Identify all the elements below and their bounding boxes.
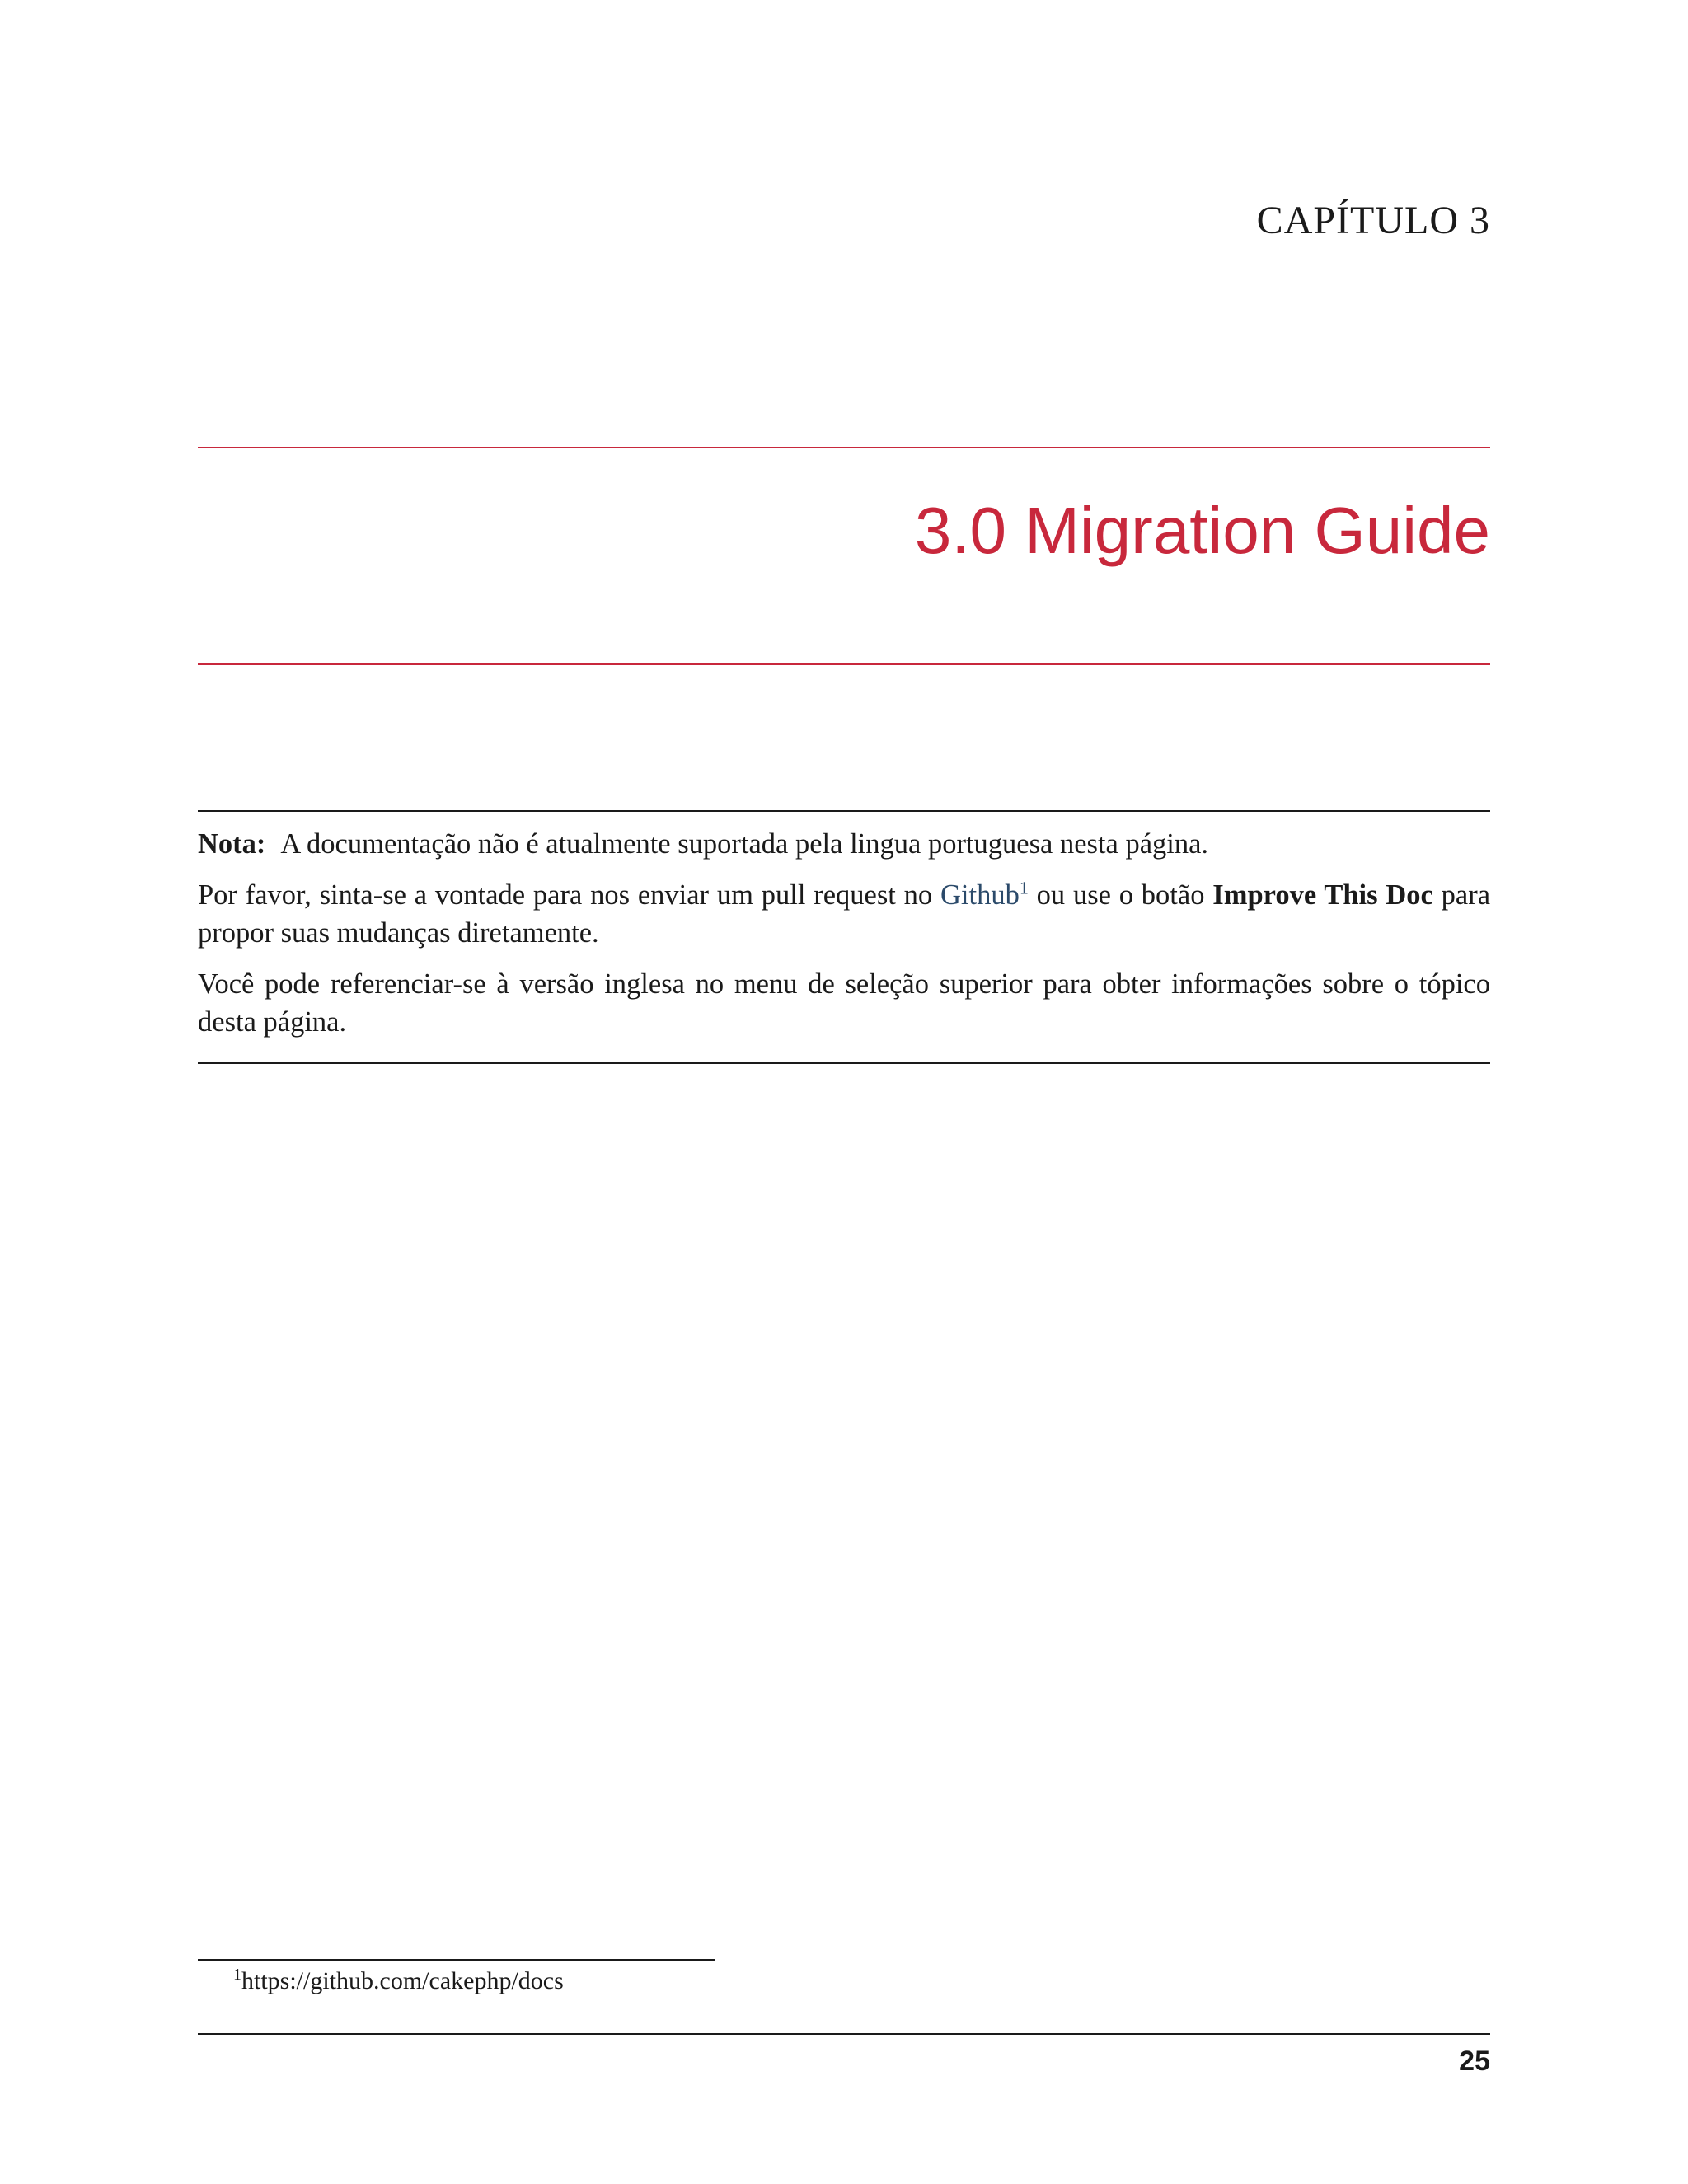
github-link[interactable]: Github (940, 879, 1020, 911)
note-para2-text: Por favor, sinta-se a vontade para nos enviar um pull request no (198, 879, 940, 911)
title-rule-bottom (198, 663, 1490, 665)
chapter-label: CAPÍTULO 3 (1256, 199, 1490, 242)
footnote-divider (198, 1959, 715, 1961)
note-line1: A documentação não é atualmente suportada pela lingua portuguesa nesta página. (280, 828, 1209, 860)
note-para2-text-mid: ou use o botão (1028, 879, 1213, 911)
note-admonition (198, 810, 1490, 1064)
note-para2-text-end: para propor suas mudanças diretamente. (198, 879, 1491, 949)
footnote-url[interactable]: https://github.com/cakephp/docs (241, 1967, 564, 1994)
title-rule-top (198, 447, 1490, 448)
note-first-line (198, 825, 1490, 863)
footnote-number: 1 (233, 1966, 241, 1984)
footnote (233, 1965, 564, 1998)
improve-doc-label: Improve This Doc (1212, 879, 1433, 911)
chapter-title: 3.0 Migration Guide (914, 494, 1490, 567)
footnote-reference[interactable]: 1 (1019, 877, 1029, 898)
footer-divider (198, 2033, 1490, 2035)
note-paragraph-2 (198, 876, 1490, 952)
note-paragraph-3: Você pode referenciar-se à versão inglesa no menu de seleção superior para obter informações sobre o tópico desta página. (198, 968, 1490, 1038)
note-label: Nota: (198, 828, 266, 860)
page-number: 25 (1459, 2046, 1490, 2077)
